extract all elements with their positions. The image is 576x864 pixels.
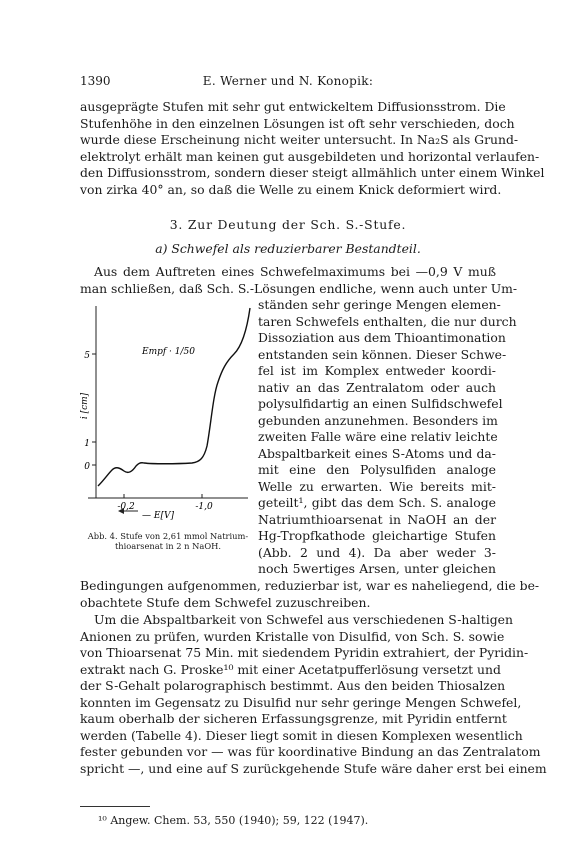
- subsection-heading: a) Schwefel als reduzierbarer Bestandteil.: [155, 241, 421, 256]
- text-line: fel ist im Komplex entweder koordi-: [258, 363, 496, 378]
- text-line: obachtete Stufe dem Schwefel zuzuschreiben.: [80, 594, 371, 610]
- polarogram-curve: [98, 308, 250, 486]
- paragraph-2-intro: [80, 264, 518, 297]
- text-line: Aus dem Auftreten eines Schwefelmaximums bei —0,9 V muß: [94, 264, 496, 279]
- figure-polarogram: [80, 296, 256, 526]
- text-line: Bedingungen aufgenommen, reduzierbar ist, war es naheliegend, die be-: [80, 578, 540, 593]
- text-line: zweiten Falle wäre eine relativ leichte: [258, 429, 498, 444]
- caption-line: Abb. 4. Stufe von 2,61 mmol Natrium-: [87, 531, 249, 541]
- text-line: entstanden sein können. Dieser Schwe-: [258, 346, 507, 362]
- text-line: wurde diese Erscheinung nicht weiter untersucht. In Na₂S als Grund-: [80, 132, 519, 147]
- paragraph-2-end: [80, 578, 540, 611]
- y-tick-label: 0: [84, 462, 90, 472]
- text-line: man schließen, daß Sch. S.-Lösungen endliche, wenn auch unter Um-: [80, 280, 518, 296]
- paragraph-2-wrap: [258, 297, 517, 578]
- x-tick-label: -0,2: [117, 502, 135, 512]
- sensitivity-label: Empf · 1/50: [142, 347, 195, 357]
- x-tick-label: -1,0: [195, 502, 213, 512]
- text-line: Welle zu erwarten. Wie bereits mit-: [258, 478, 496, 494]
- text-line: von Thioarsenat 75 Min. mit siedendem Pyridin extrahiert, der Pyridin-: [80, 645, 529, 660]
- text-line: kaum oberhalb der sicheren Erfassungsgrenze, mit Pyridin entfernt: [80, 711, 507, 726]
- x-axis-label: — E[V]: [142, 511, 174, 521]
- text-line: ausgeprägte Stufen mit sehr gut entwickeltem Diffusionsstrom. Die: [80, 99, 506, 114]
- text-line: spricht —, und eine auf S zurückgehende Stufe wäre daher erst bei einem: [80, 760, 547, 776]
- page-number: 1390: [80, 74, 111, 88]
- page-header: [80, 74, 496, 90]
- text-line: mit eine den Polysulfiden analoge: [258, 462, 496, 477]
- text-line: ständen sehr geringe Mengen elemen-: [258, 297, 501, 312]
- section-heading: 3. Zur Deutung der Sch. S.-Stufe.: [169, 217, 407, 232]
- caption-line: thioarsenat in 2 n NaOH.: [114, 541, 222, 551]
- paragraph-3: [80, 612, 547, 777]
- text-line: polysulfidartig an einen Sulfidschwefel: [258, 396, 503, 411]
- text-line: der S-Gehalt polarographisch bestimmt. Aus den beiden Thiosalzen: [80, 678, 506, 693]
- text-line: Um die Abspaltbarkeit von Schwefel aus verschiedenen S-haltigen: [94, 612, 513, 627]
- text-line: Abspaltbarkeit eines S-Atoms und da-: [258, 445, 496, 461]
- y-axis-label: i [cm]: [80, 392, 90, 420]
- text-line: Dissoziation aus dem Thioantimonation: [258, 330, 506, 345]
- text-line: geteilt¹, gibt das dem Sch. S. analoge: [258, 495, 496, 510]
- paragraph-1: [80, 99, 545, 198]
- footnote-rule: [80, 806, 150, 807]
- text-line: Anionen zu prüfen, wurden Kristalle von Disulfid, von Sch. S. sowie: [80, 628, 505, 644]
- figure-caption: [80, 531, 256, 551]
- y-tick-label: 1: [84, 439, 90, 449]
- text-line: taren Schwefels enthalten, die nur durch: [258, 313, 517, 329]
- text-line: Natriumthioarsenat in NaOH an der: [258, 511, 496, 527]
- text-line: Hg-Tropfkathode gleichartige Stufen: [258, 528, 496, 543]
- running-title: E. Werner und N. Konopik:: [202, 74, 374, 88]
- footnote: ¹⁰ Angew. Chem. 53, 550 (1940); 59, 122 (1947).: [98, 814, 369, 827]
- text-line: elektrolyt erhält man keinen gut ausgebildeten und horizontal verlaufen-: [80, 148, 540, 164]
- polarogram-plot: [80, 296, 256, 526]
- y-tick-label: 5: [84, 351, 90, 361]
- text-line: nativ an das Zentralatom oder auch: [258, 379, 496, 395]
- text-line: Stufenhöhe in den einzelnen Lösungen ist oft sehr verschieden, doch: [80, 115, 515, 131]
- text-line: werden (Tabelle 4). Dieser liegt somit in diesen Komplexen wesentlich: [80, 727, 523, 743]
- text-line: fester gebunden vor — was für koordinative Bindung an das Zentralatom: [80, 744, 541, 759]
- text-line: von zirka 40° an, so daß die Welle zu einem Knick deformiert wird.: [80, 181, 502, 197]
- text-line: extrakt nach G. Proske¹⁰ mit einer Acetatpufferlösung versetzt und: [80, 661, 501, 677]
- text-line: noch 5wertiges Arsen, unter gleichen: [258, 561, 496, 576]
- text-line: den Diffusionsstrom, sondern dieser steigt allmählich unter einem Winkel: [80, 165, 545, 180]
- text-line: (Abb. 2 und 4). Da aber weder 3-: [258, 544, 496, 560]
- text-line: gebunden anzunehmen. Besonders im: [258, 412, 498, 428]
- text-line: konnten im Gegensatz zu Disulfid nur sehr geringe Mengen Schwefel,: [80, 694, 522, 710]
